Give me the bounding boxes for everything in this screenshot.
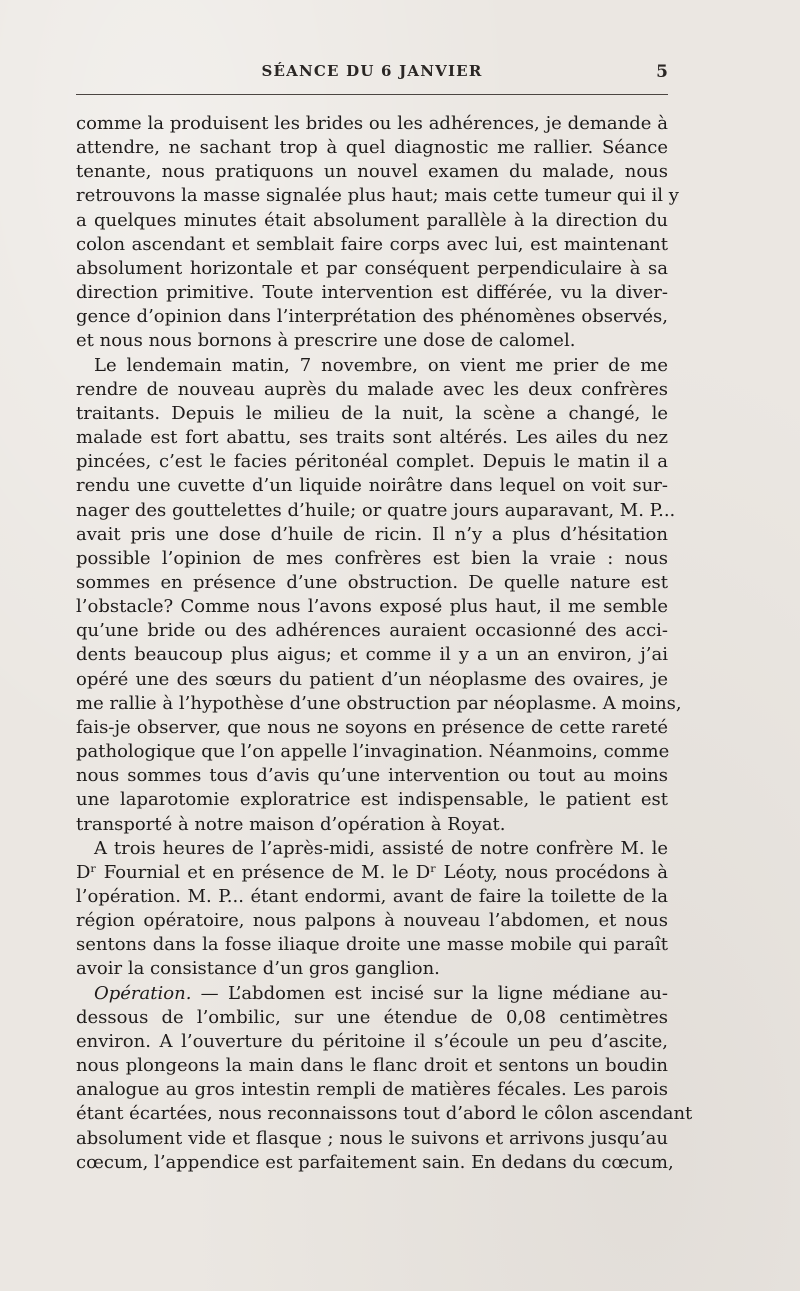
text-line: pincées, c’est le facies péritonéal complet. Depuis le matin il a [76,451,668,473]
text-line: avait pris une dose d’huile de ricin. Il n’y a plus d’hésitation [76,523,668,545]
text-line: l’opération. M. P... étant endormi, avant de faire la toilette de la [76,886,668,907]
text-line: qu’une bride ou des adhérences auraient occasionné des acci- [76,620,668,642]
text-line: dents beaucoup plus aigus; et comme il y a un an environ, j’ai [76,644,668,666]
text-line: fais-je observer, que nous ne soyons en présence de cette rareté [76,716,668,738]
text-line: étant écartées, nous reconnaissons tout d’abord le côlon ascendant [76,1103,693,1125]
text-line: rendre de nouveau auprès du malade avec les deux confrères [76,378,668,400]
text-line: une laparotomie exploratrice est indispensable, le patient est [76,789,668,811]
text-line: nager des gouttelettes d’huile; or quatre jours auparavant, M. P... [76,499,676,521]
text-line: malade est fort abattu, ses traits sont altérés. Les ailes du nez [76,427,668,449]
text-line: L’abdomen est incisé sur la ligne médiane au- [227,982,668,1004]
text-line: traitants. Depuis le milieu de la nuit, la scène a changé, le [76,402,668,424]
text-line: gence d’opinion dans l’interprétation des phénomènes observés, [76,306,668,328]
text-line: A trois heures de l’après-midi, assisté de notre confrère M. le [94,837,668,859]
text-line: absolument horizontale et par conséquent perpendiculaire à sa [76,257,668,279]
text-line: pathologique que l’on appelle l’invagination. Néanmoins, comme [76,741,670,763]
body-text [76,112,693,1175]
operation-paragraph-start [76,982,668,1006]
text-line: colon ascendant et semblait faire corps avec lui, est maintenant [76,233,668,255]
text-line: absolument vide et flasque ; nous le suivons et arrivons jusqu’au [76,1127,668,1149]
text-line: possible l’opinion de mes confrères est bien la vraie : nous [76,547,668,569]
running-head: SÉANCE DU 6 JANVIER [261,62,483,80]
text-line: tenante, nous pratiquons un nouvel examen du malade, nous [76,161,668,183]
text-line: région opératoire, nous palpons à nouveau l’abdomen, et nous [76,910,668,932]
text-line: environ. A l’ouverture du péritoine il s’écoule un peu d’ascite, [76,1030,668,1052]
text-line: a quelques minutes était absolument parallèle à la direction du [76,209,668,231]
text-line: et nous nous bornons à prescrire une dose de calomel. [76,330,576,352]
text-line: direction primitive. Toute intervention est différée, vu la diver- [76,282,668,304]
operation-label: Opération. — [94,982,219,1004]
text-line: nous plongeons la main dans le flanc droit et sentons un boudin [76,1055,668,1077]
text-line: cœcum, l’appendice est parfaitement sain. En dedans du cœcum, [76,1151,674,1173]
text-line: opéré une des sœurs du patient d’un néoplasme des ovaires, je [76,668,668,690]
page-number: 5 [656,62,668,82]
page-header [76,58,668,88]
header-rule [76,94,668,95]
text-line: Le lendemain matin, 7 novembre, on vient me prier de me [94,354,668,376]
text-line: sommes en présence d’une obstruction. De quelle nature est [76,571,668,593]
text-line: sentons dans la fosse iliaque droite une masse mobile qui paraît [76,934,668,956]
text-line: rendu une cuvette d’un liquide noirâtre dans lequel on voit sur- [76,475,668,497]
text-line: attendre, ne sachant trop à quel diagnostic me rallier. Séance [76,137,668,159]
text-line: dessous de l’ombilic, sur une étendue de 0,08 centimètres [76,1006,668,1028]
text-line: comme la produisent les brides ou les adhérences, je demande à [76,113,668,134]
text-line: me rallie à l’hypothèse d’une obstruction par néoplasme. A moins, [76,692,682,714]
text-line: l’obstacle? Comme nous l’avons exposé plus haut, il me semble [76,596,668,618]
text-line: transporté à notre maison d’opération à Royat. [76,813,506,835]
text-line: analogue au gros intestin rempli de matières fécales. Les parois [76,1079,668,1101]
text-line: retrouvons la masse signalée plus haut; mais cette tumeur qui il y [76,185,679,207]
text-line: Dʳ Fournial et en présence de M. le Dʳ Léoty, nous procédons à [76,861,668,883]
text-line: avoir la consistance d’un gros ganglion. [76,958,440,980]
text-line: nous sommes tous d’avis qu’une intervention ou tout au moins [76,765,668,787]
